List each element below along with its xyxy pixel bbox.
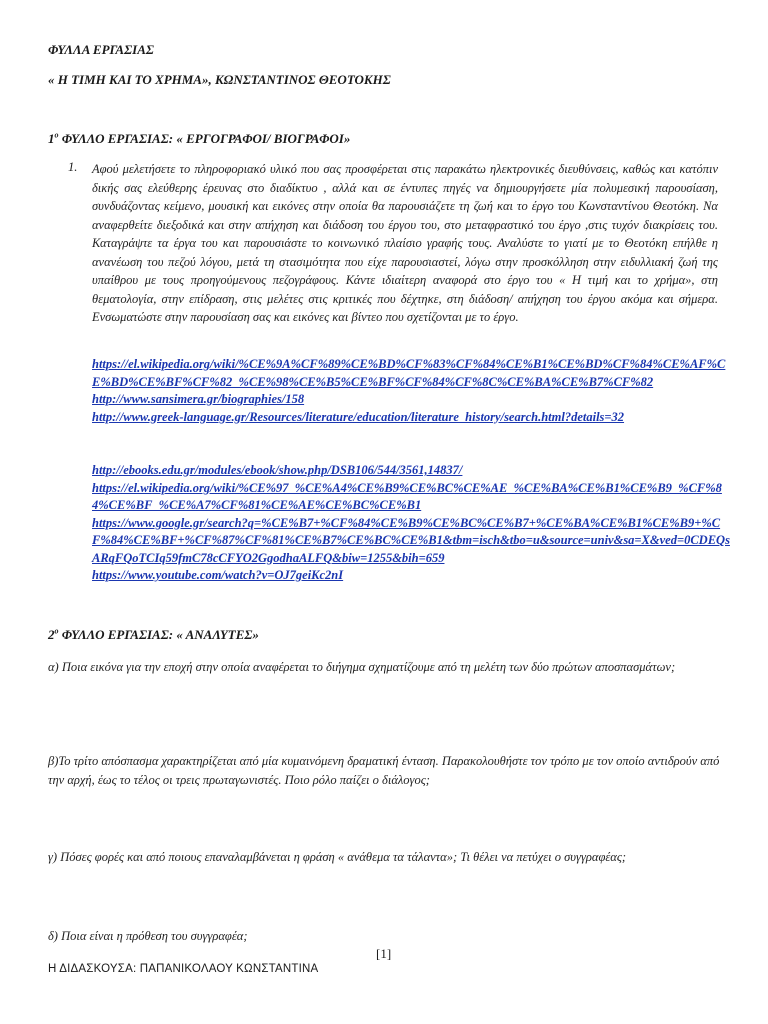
link-greek-language[interactable]: http://www.greek-language.gr/Resources/literature/education/literature_history/search.html?details=32	[92, 409, 625, 424]
question-c: γ) Πόσες φορές και από ποιους επαναλαμβάνεται η φράση « ανάθεμα τα τάλαντα»; Τι θέλει να πετύχει ο συγγραφέας;	[48, 850, 627, 864]
task-number: 1.	[68, 160, 78, 174]
question-d: δ) Ποια είναι η πρόθεση του συγγραφέα;	[48, 929, 248, 943]
question-a: α) Ποια εικόνα για την εποχή στην οποία αναφέρεται το διήγημα σχηματίζουμε από τη μελέτη των δύο πρώτων αποσπασμάτων;	[48, 660, 676, 674]
worksheet1-number: 1	[48, 131, 55, 146]
link-google-images[interactable]: https://www.google.gr/search?q=%CE%B7+%CF%84%CE%B9%CE%BC%CE%B7+%CE%BA%CE%B1%CE%B9+%CF%84%CE%BF+%CF%87%CF%81%CE%B7%CE%BC%CE%B1&tbm=isch&tbo=u&source=univ&sa=X&ved=0CDEQsARqFQoTCIq59fmC78cCFYO2GgodhaALFQ&biw=1255&bih=659	[92, 515, 730, 565]
task-text: Αφού μελετήσετε το πληροφοριακό υλικό που σας προσφέρεται στις παρακάτω ηλεκτρονικές διευθύνσεις, καθώς και κατόπιν δικής σας ελεύθερης έρευνας στο διαδίκτυο , αλλά και σε έντυπες πηγές να δημιουργήσετε μία πολυμεσική παρουσίαση, συνδυάζοντας κείμενο, μουσική και εικόνες στην οποία θα παρουσιάζετε τη ζωή και το έργο του Κωνσταντίνου Θεοτόκη. Να αναφερθείτε διεξοδικά και στην απήχηση και διάδοση του έργου του, στο μεταφραστικό του έργο ,στις τυχόν διακρίσεις του. Καταγράψτε τα έργα του και παρουσιάστε το κοινωνικό πλαίσιο γραφής τους. Αναλύστε το γιατί με το Θεοτόκη επήλθε η ανανέωση του πεζού λόγου, μετά τη στασιμότητα που είχε παρουσιαστεί, λόγω στην προσκόλληση στην ειδυλλιακή ζωή της υπαίθρου με τους προηγούμενους πεζογράφους. Κάντε ιδιαίτερη αναφορά στο έργο του « Η τιμή και το χρήμα», στη θεματολογία, στην επίδραση, στις μελέτες στις κριτικές που δέχτηκε, στη διάδοση/ απήχηση του έργου ακόμα και σήμερα. Ενσωματώστε στην παρουσίαση σας και εικόνες και βίντεο που σχετίζονται με το έργο.	[92, 162, 718, 324]
link-youtube[interactable]: https://www.youtube.com/watch?v=OJ7geiKc2nI	[92, 568, 344, 582]
worksheet2-number: 2	[48, 627, 55, 642]
link-group-2	[92, 462, 732, 585]
question-b: β)Το τρίτο απόσπασμα χαρακτηρίζεται από μία κυμαινόμενη δραματική ένταση. Παρακολουθήστε τον τρόπο με τον οποίο αντιδρούν από την αρχή, έως το τέλος οι τρεις πρωταγωνιστές. Ποιο ρόλο παίζει ο διάλογος;	[48, 754, 720, 787]
document-title: ΦΥΛΛΑ ΕΡΓΑΣΙΑΣ	[48, 42, 154, 57]
document-subtitle: « Η ΤΙΜΗ ΚΑΙ ΤΟ ΧΡΗΜΑ», ΚΩΝΣΤΑΝΤΙΝΟΣ ΘΕΟΤΟΚΗΣ	[48, 72, 391, 87]
worksheet1-title: ΦΥΛΛΟ ΕΡΓΑΣΙΑΣ: « ΕΡΓΟΓΡΑΦΟΙ/ ΒΙΟΓΡΑΦΟΙ»	[58, 131, 351, 146]
worksheet1-ordinal: ο	[54, 130, 59, 140]
link-group-1	[92, 356, 732, 426]
worksheet2-ordinal: ο	[54, 626, 59, 636]
worksheet2-heading	[48, 627, 259, 643]
footer-teacher: Η ΔΙΔΑΣΚΟΥΣΑ: ΠΑΠΑΝΙΚΟΛΑΟΥ ΚΩΝΣΤΑΝΤΙΝΑ	[48, 963, 319, 975]
page-number: [1]	[376, 946, 392, 961]
link-wikipedia-timi-chrima[interactable]: https://el.wikipedia.org/wiki/%CE%97_%CE%A4%CE%B9%CE%BC%CE%AE_%CE%BA%CE%B1%CE%B9_%CF%84%CE%BF_%CE%A7%CF%81%CE%AE%CE%BC%CE%B1	[92, 480, 722, 512]
worksheet1-heading	[48, 131, 350, 147]
link-ebooks[interactable]: http://ebooks.edu.gr/modules/ebook/show.php/DSB106/544/3561,14837/	[92, 463, 463, 477]
worksheet2-title: ΦΥΛΛΟ ΕΡΓΑΣΙΑΣ: « ΑΝΑΛΥΤΕΣ»	[58, 627, 259, 642]
link-sansimera[interactable]: http://www.sansimera.gr/biographies/158	[92, 392, 305, 406]
link-wikipedia-theotokis[interactable]: https://el.wikipedia.org/wiki/%CE%9A%CF%89%CE%BD%CF%83%CF%84%CE%B1%CE%BD%CF%84%CE%AF%CE%BD%CE%BF%CF%82_%CE%98%CE%B5%CE%BF%CF%84%CF%8C%CE%BA%CE%B7%CF%82	[92, 357, 726, 389]
